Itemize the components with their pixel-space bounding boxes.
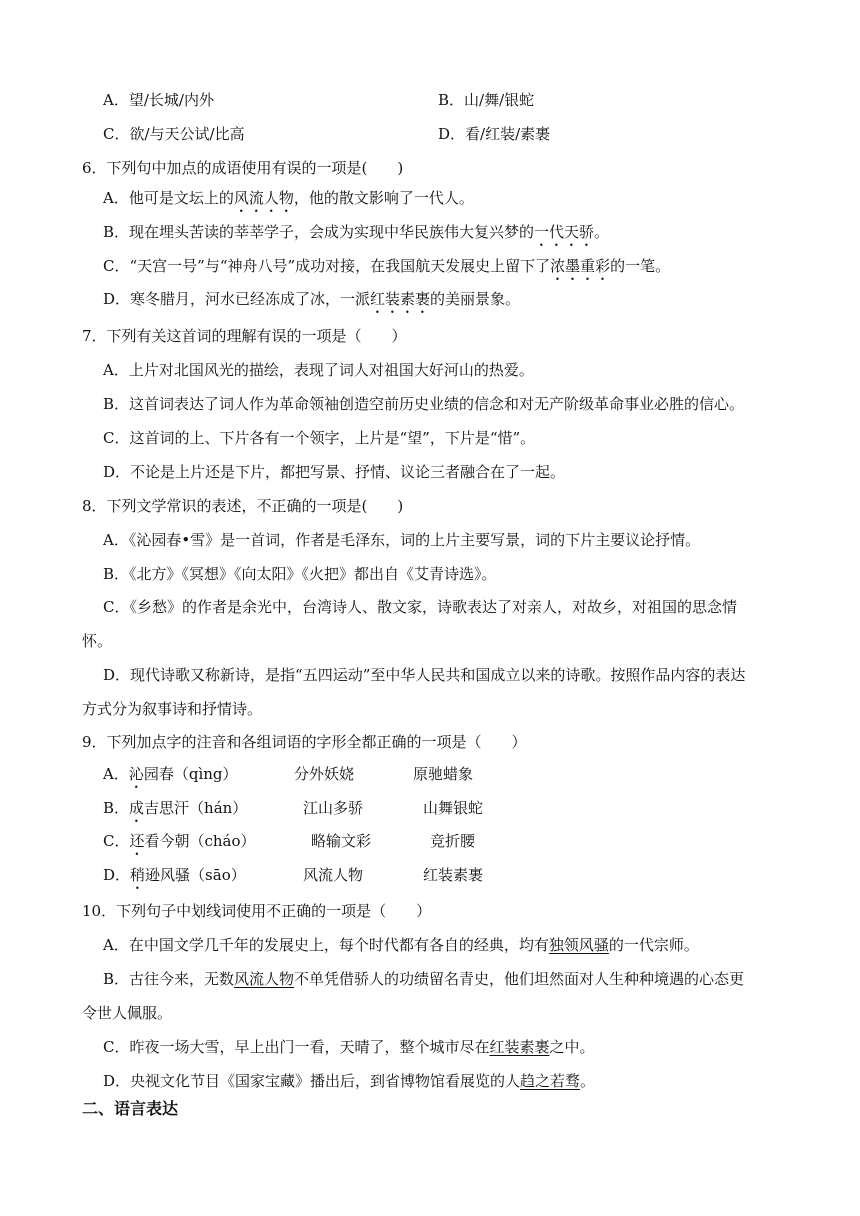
q6-a-prefix: A．他可是文坛上的 — [103, 189, 234, 207]
q6-option-d — [103, 289, 520, 317]
q5-option-c: C．欲/与天公试/比高 — [103, 125, 245, 143]
q10-option-c — [103, 1037, 595, 1057]
q9-option-c — [103, 831, 256, 859]
q9-d-word1: 逊风骚（sāo） — [145, 866, 246, 884]
q6-c-prefix: C．“天宫一号”与“神舟八号”成功对接，在我国航天发展史上留下了 — [103, 257, 551, 275]
q9-a-word2: 分外妖娆 — [294, 765, 355, 783]
q10-option-d — [103, 1071, 595, 1091]
q6-d-suffix: 的美丽景象。 — [430, 290, 521, 308]
q9-b-word1: 吉思汗（hán） — [144, 799, 248, 817]
q10-b-prefix: B．古往今来，无数 — [103, 970, 235, 988]
q9-d-dotted-char: 稍 — [130, 866, 146, 884]
q10-c-prefix: C．昨夜一场大雪，早上出门一看，天晴了，整个城市尽在 — [103, 1038, 490, 1056]
q6-c-suffix: 的一笔。 — [610, 257, 671, 275]
q9-c-word2: 略输文彩 — [311, 832, 372, 850]
q7-option-a: A．上片对北国风光的描绘，表现了词人对祖国大好河山的热爱。 — [103, 361, 534, 379]
q9-c-dotted-char: 还 — [129, 832, 145, 850]
q9-a-dotted-char: 沁 — [128, 765, 144, 783]
q10-option-a — [103, 935, 699, 955]
q6-option-a — [103, 188, 474, 216]
q6-d-dotted-idiom: 红装素裹 — [370, 290, 431, 308]
q6-d-prefix: D．寒冬腊月，河水已经冻成了冰，一派 — [103, 290, 371, 308]
q9-a-word3: 原驰蜡象 — [413, 765, 474, 783]
q7-option-d: D．不论是上片还是下片，都把写景、抒情、议论三者融合在了一起。 — [103, 463, 566, 481]
q10-b-suffix: 不单凭借骄人的功绩留名青史，他们坦然面对人生种种境遇的心态更 — [294, 970, 745, 988]
q6-option-c — [103, 256, 670, 284]
q6-b-dotted-idiom: 一代天骄 — [534, 223, 595, 241]
q10-option-b-line2: 令世人佩服。 — [82, 1004, 173, 1022]
q10-c-underlined: 红装素裹 — [489, 1038, 550, 1056]
q6-b-prefix: B．现在埋头苦读的莘莘学子，会成为实现中华民族伟大复兴梦的 — [103, 223, 535, 241]
q8-option-d-line2: 方式分为叙事诗和抒情诗。 — [82, 700, 263, 718]
q10-b-underlined: 风流人物 — [234, 970, 295, 988]
q9-d-letter: D． — [103, 866, 131, 884]
q9-c-word3: 竞折腰 — [430, 832, 476, 850]
q7-option-c: C．这首词的上、下片各有一个领字，上片是“望”，下片是“惜”。 — [103, 429, 536, 447]
q10-c-suffix: 之中。 — [549, 1038, 595, 1056]
q7-option-b: B．这首词表达了词人作为革命领袖创造空前历史业绩的信念和对无产阶级革命事业必胜的信心。 — [103, 395, 745, 413]
q5-option-b: B．山/舞/银蛇 — [438, 91, 535, 109]
q10-d-prefix: D．央视文化节目《国家宝藏》播出后，到省博物馆看展览的人 — [103, 1072, 521, 1090]
q10-stem: 10．下列句子中划线词使用不正确的一项是（ ） — [82, 902, 432, 920]
q6-stem: 6．下列句中加点的成语使用有误的一项是( ) — [82, 159, 404, 177]
q6-a-dotted-idiom: 风流人物 — [233, 189, 294, 207]
q10-option-b-line1 — [103, 969, 744, 989]
q9-c-letter: C． — [103, 832, 130, 850]
q9-b-word2: 江山多骄 — [303, 799, 364, 817]
q9-b-word3: 山舞银蛇 — [423, 799, 484, 817]
q6-a-suffix: ，他的散文影响了一代人。 — [293, 189, 474, 207]
q8-stem: 8．下列文学常识的表述，不正确的一项是( ) — [82, 497, 404, 515]
q10-d-suffix: 。 — [580, 1072, 596, 1090]
q6-c-dotted-idiom: 浓墨重彩 — [550, 257, 611, 275]
q8-option-b: B．《北方》《冥想》《向太阳》《火把》都出自《艾青诗选》。 — [103, 565, 497, 583]
q8-option-c-line1: C．《乡愁》的作者是余光中，台湾诗人、散文家，诗歌表达了对亲人，对故乡，对祖国的思念情 — [103, 598, 737, 616]
q8-option-c-line2: 怀。 — [82, 632, 113, 650]
q9-a-letter: A． — [103, 765, 129, 783]
q9-c-word1: 看今朝（cháo） — [144, 832, 256, 850]
q9-stem: 9．下列加点字的注音和各组词语的字形全都正确的一项是（ ） — [82, 733, 527, 751]
q9-d-word3: 红装素裹 — [423, 866, 484, 884]
section-heading: 二、语言表达 — [82, 1099, 179, 1118]
q6-b-suffix: 。 — [594, 223, 610, 241]
q6-option-b — [103, 222, 609, 250]
q7-stem: 7．下列有关这首词的理解有误的一项是（ ） — [82, 327, 407, 345]
q5-option-d: D．看/红装/素裹 — [438, 125, 551, 143]
q10-a-underlined: 独领风骚 — [548, 936, 609, 954]
q10-d-underlined: 趋之若骛 — [520, 1072, 581, 1090]
q9-option-a — [103, 764, 238, 792]
q8-option-d-line1: D．现代诗歌又称新诗，是指“五四运动”至中华人民共和国成立以来的诗歌。按照作品内容的表达 — [103, 666, 746, 684]
q9-b-dotted-char: 成 — [129, 799, 145, 817]
q9-a-word1: 园春（qìng） — [143, 765, 238, 783]
q5-option-a: A．望/长城/内外 — [103, 91, 214, 109]
q9-option-b — [103, 798, 247, 826]
q9-b-letter: B． — [103, 799, 130, 817]
q10-a-suffix: 的一代宗师。 — [608, 936, 699, 954]
q9-option-d — [103, 865, 246, 893]
q10-a-prefix: A．在中国文学几千年的发展史上，每个时代都有各自的经典，均有 — [103, 936, 549, 954]
q8-option-a: A．《沁园春•雪》是一首词，作者是毛泽东，词的上片主要写景，词的下片主要议论抒情。 — [103, 531, 701, 549]
q9-d-word2: 风流人物 — [303, 866, 364, 884]
